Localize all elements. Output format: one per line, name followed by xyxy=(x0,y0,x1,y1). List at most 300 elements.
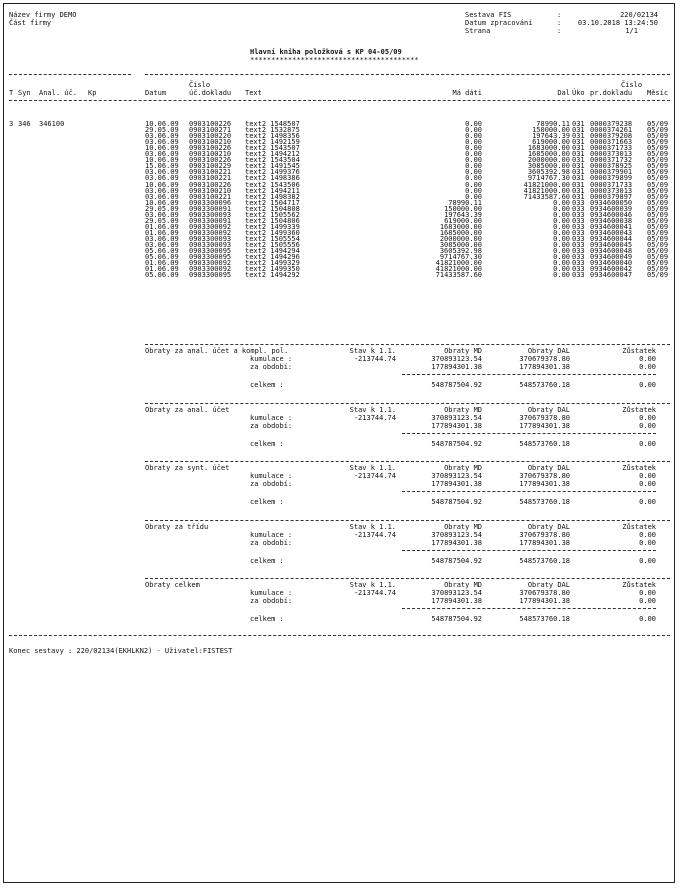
col-kp: Kp xyxy=(88,89,97,97)
summary-zustatek-header: Zůstatek xyxy=(622,581,656,589)
summary-kumulace-md: 370893123.54 xyxy=(431,472,482,480)
row-text: text2 1505562 xyxy=(245,210,300,219)
row-ma-dati: 0.00 xyxy=(465,168,482,177)
summary-top-rule xyxy=(145,578,670,579)
col-anal: Anal. úč. xyxy=(39,89,77,97)
summary-title: Obraty za třídu xyxy=(145,522,209,531)
summary-kumulace-label: kumulace : xyxy=(250,589,293,597)
summary-kumulace-dal: 370679378.80 xyxy=(519,355,570,363)
row-uko: 033 xyxy=(572,265,585,274)
row-pr-document: 0934600040 xyxy=(590,259,633,268)
row-date: 05.06.09 xyxy=(145,253,179,262)
row-month: 05/09 xyxy=(647,186,669,195)
summary-obdobi-zustatek: 0.00 xyxy=(639,421,656,430)
summary-celkem-md: 548787504.92 xyxy=(431,439,482,448)
row-date: 10.06.09 xyxy=(145,156,179,165)
col-t: T xyxy=(9,89,14,97)
row-text: text2 1494294 xyxy=(245,247,300,256)
row-dal: 150000.00 xyxy=(532,126,570,135)
row-pr-document: 0934600046 xyxy=(590,210,633,219)
summary-kumulace-dal: 370679378.80 xyxy=(519,589,570,597)
row-document-number: 0903300095 xyxy=(189,253,232,262)
row-uko: 033 xyxy=(572,210,585,219)
row-month: 05/09 xyxy=(647,162,669,171)
row-month: 05/09 xyxy=(647,247,669,256)
row-ma-dati: 0.00 xyxy=(465,156,482,165)
date-colon: : xyxy=(557,19,562,27)
summary-dal-header: Obraty DAL xyxy=(527,522,570,531)
summary-kumulace-zustatek: 0.00 xyxy=(639,530,656,539)
summary-zustatek-header: Zůstatek xyxy=(622,347,656,355)
row-uko: 033 xyxy=(572,241,585,249)
summary-obdobi-md: 177894301.38 xyxy=(431,597,482,605)
row-ma-dati: 0.00 xyxy=(465,162,482,171)
summary-stav-label: Stav k 1.1. xyxy=(349,464,396,472)
row-document-number: 0903100226 xyxy=(189,144,232,153)
row-dal: 0.00 xyxy=(553,210,570,219)
col-datum: Datum xyxy=(145,89,167,97)
row-month: 05/09 xyxy=(647,265,669,274)
row-pr-document: 0000373013 xyxy=(590,150,633,159)
row-uko: 033 xyxy=(572,216,585,225)
summary-title: Obraty za anal. účet a kompl. pol. xyxy=(145,347,289,355)
col-mesic: Měsíc xyxy=(647,89,669,97)
row-pr-document: 0000373013 xyxy=(590,186,633,195)
row-text: text2 1532875 xyxy=(245,126,300,135)
row-document-number: 0903300093 xyxy=(189,210,232,219)
summary-kumulace-md: 370893123.54 xyxy=(431,413,482,422)
col-uc-dokladu: úč.dokladu xyxy=(189,89,232,97)
row-dal: 0.00 xyxy=(553,265,570,274)
row-uko: 031 xyxy=(572,168,585,177)
row-dal: 71433587.60 xyxy=(523,192,570,201)
row-dal: 2000000.00 xyxy=(527,156,570,165)
summary-md-header: Obraty MD xyxy=(444,347,482,355)
row-text: text2 1499376 xyxy=(245,168,300,177)
row-pr-document: 0934600048 xyxy=(590,247,633,256)
row-ma-dati: 2000000.00 xyxy=(439,234,482,243)
summary-celkem-zustatek: 0.00 xyxy=(639,615,656,623)
col-pr-dokladu: pr.dokladu xyxy=(590,89,633,97)
firm-part: Část firmy xyxy=(9,19,52,27)
row-document-number: 0903100210 xyxy=(189,150,232,159)
report-title-underline: **************************************** xyxy=(250,56,419,64)
row-uko: 033 xyxy=(572,234,585,243)
row-text: text2 1504717 xyxy=(245,198,300,207)
row-date: 01.06.09 xyxy=(145,265,179,274)
col-dal: Dal xyxy=(557,89,570,97)
row-dal: 1685000.00 xyxy=(527,150,570,159)
report-footer: Konec sestavy : 220/02134(EKHLKN2) - Uživatel:FISTEST xyxy=(9,647,233,655)
summary-kumulace-md: 370893123.54 xyxy=(431,355,482,363)
summary-obdobi-dal: 177894301.38 xyxy=(519,421,570,430)
row-pr-document: 0934600049 xyxy=(590,253,633,262)
row-pr-document: 0000379238 xyxy=(590,120,633,128)
row-text: text2 1504808 xyxy=(245,204,300,213)
summary-obdobi-dal: 177894301.38 xyxy=(519,597,570,605)
row-date: 01.06.09 xyxy=(145,222,179,231)
summary-kumulace-label: kumulace : xyxy=(250,355,293,363)
summary-kumulace-zustatek: 0.00 xyxy=(639,355,656,363)
summary-kumulace-dal: 370679378.80 xyxy=(519,530,570,539)
summary-zustatek-header: Zůstatek xyxy=(622,522,656,531)
row-document-number: 0903100226 xyxy=(189,180,232,189)
row-date: 29.05.09 xyxy=(145,216,179,225)
row-document-number: 0903300095 xyxy=(189,247,232,256)
row-month: 05/09 xyxy=(647,222,669,231)
header-rule-right xyxy=(145,74,670,75)
row-month: 05/09 xyxy=(647,253,669,262)
summary-top-rule xyxy=(145,520,670,521)
row-document-number: 0903300095 xyxy=(189,271,232,280)
row-uko: 031 xyxy=(572,132,585,141)
row-document-number: 0903300093 xyxy=(189,241,232,249)
row-month: 05/09 xyxy=(647,138,669,147)
row-uko: 031 xyxy=(572,156,585,165)
row-uko: 031 xyxy=(572,162,585,171)
page-number: 1/1 xyxy=(625,27,638,35)
row-month: 05/09 xyxy=(647,259,669,268)
summary-obdobi-md: 177894301.38 xyxy=(431,538,482,547)
row-document-number: 0903100229 xyxy=(189,162,232,171)
row-date: 01.06.09 xyxy=(145,228,179,237)
summary-obdobi-dal: 177894301.38 xyxy=(519,538,570,547)
row-uko: 033 xyxy=(572,204,585,213)
row-month: 05/09 xyxy=(647,241,669,249)
row-dal: 0.00 xyxy=(553,247,570,256)
row-pr-document: 0934600045 xyxy=(590,241,633,249)
row-pr-document: 0934600041 xyxy=(590,222,633,231)
row-dal: 0.00 xyxy=(553,222,570,231)
col-text: Text xyxy=(245,89,262,97)
row-month: 05/09 xyxy=(647,174,669,183)
summary-stav-label: Stav k 1.1. xyxy=(349,522,396,531)
summary-obdobi-dal: 177894301.38 xyxy=(519,480,570,488)
summary-celkem-zustatek: 0.00 xyxy=(639,439,656,448)
row-uko: 033 xyxy=(572,247,585,256)
row-document-number: 0903300092 xyxy=(189,228,232,237)
processing-date: 03.10.2018 13:24:50 xyxy=(577,19,658,27)
row-month: 05/09 xyxy=(647,216,669,225)
row-ma-dati: 78990.11 xyxy=(448,198,482,207)
row-document-number: 0903100226 xyxy=(189,120,232,128)
summary-stav-value: -213744.74 xyxy=(353,589,396,597)
row-pr-document: 0000371733 xyxy=(590,144,633,153)
row-pr-document: 0000379897 xyxy=(590,192,633,201)
summary-celkem-zustatek: 0.00 xyxy=(639,556,656,565)
row-uko: 031 xyxy=(572,180,585,189)
row-document-number: 0903300092 xyxy=(189,259,232,268)
summary-kumulace-md: 370893123.54 xyxy=(431,530,482,539)
row-pr-document: 0934600039 xyxy=(590,204,633,213)
summary-dal-header: Obraty DAL xyxy=(527,347,570,355)
row-dal: 3605392.98 xyxy=(527,168,570,177)
row-text: text2 1505556 xyxy=(245,241,300,249)
row-document-number: 0903300092 xyxy=(189,222,232,231)
columns-rule xyxy=(9,100,670,101)
summary-obdobi-md: 177894301.38 xyxy=(431,363,482,371)
summary-title: Obraty celkem xyxy=(145,581,200,589)
row-document-number: 0903100221 xyxy=(189,174,232,183)
row-text: text2 1499360 xyxy=(245,228,300,237)
header-rule-left xyxy=(9,74,131,75)
summary-dal-header: Obraty DAL xyxy=(527,405,570,414)
row-ma-dati: 0.00 xyxy=(465,186,482,195)
row-text: text2 1504806 xyxy=(245,216,300,225)
row-dal: 0.00 xyxy=(553,271,570,280)
row-month: 05/09 xyxy=(647,228,669,237)
row-date: 03.06.09 xyxy=(145,192,179,201)
summary-celkem-zustatek: 0.00 xyxy=(639,498,656,506)
summary-celkem-md: 548787504.92 xyxy=(431,556,482,565)
summary-stav-label: Stav k 1.1. xyxy=(349,581,396,589)
row-text: text2 1498386 xyxy=(245,174,300,183)
page-label: Strana xyxy=(465,27,491,35)
row-text: text2 1494292 xyxy=(245,271,300,280)
date-label: Datum zpracování xyxy=(465,19,533,27)
summary-obdobi-label: za období: xyxy=(250,538,293,547)
summary-obdobi-zustatek: 0.00 xyxy=(639,480,656,488)
row-date: 29.05.09 xyxy=(145,126,179,135)
row-ma-dati: 0.00 xyxy=(465,132,482,141)
row-uko: 031 xyxy=(572,150,585,159)
summary-total-rule xyxy=(402,491,656,492)
row-ma-dati: 41821000.00 xyxy=(435,259,482,268)
summary-dal-header: Obraty DAL xyxy=(527,581,570,589)
summary-obdobi-label: za období: xyxy=(250,421,293,430)
col-ma-dati: Má dáti xyxy=(452,89,482,97)
row-month: 05/09 xyxy=(647,210,669,219)
row-uko: 033 xyxy=(572,228,585,237)
row-dal: 0.00 xyxy=(553,216,570,225)
row-month: 05/09 xyxy=(647,234,669,243)
summary-celkem-dal: 548573760.18 xyxy=(519,615,570,623)
summary-kumulace-label: kumulace : xyxy=(250,530,293,539)
row-uko: 031 xyxy=(572,126,585,135)
row-date: 15.06.09 xyxy=(145,162,179,171)
summary-md-header: Obraty MD xyxy=(444,464,482,472)
row-dal: 0.00 xyxy=(553,241,570,249)
row-ma-dati: 1685000.00 xyxy=(439,228,482,237)
summary-total-rule xyxy=(402,374,656,375)
row-ma-dati: 3085000.00 xyxy=(439,241,482,249)
row-date: 03.06.09 xyxy=(145,210,179,219)
col-cislo-pr-label: Číslo xyxy=(621,81,643,89)
row-month: 05/09 xyxy=(647,156,669,165)
row-pr-document: 0000371732 xyxy=(590,156,633,165)
summary-total-rule xyxy=(402,433,656,434)
row-document-number: 0903100221 xyxy=(189,192,232,201)
summary-celkem-label: celkem : xyxy=(250,556,284,565)
summary-celkem-label: celkem : xyxy=(250,615,284,623)
footer-rule xyxy=(9,635,670,636)
summary-stav-label: Stav k 1.1. xyxy=(349,347,396,355)
summary-obdobi-zustatek: 0.00 xyxy=(639,597,656,605)
account-anal: 346100 xyxy=(39,120,65,128)
row-dal: 3085000.00 xyxy=(527,162,570,171)
summary-kumulace-label: kumulace : xyxy=(250,472,293,480)
summary-md-header: Obraty MD xyxy=(444,581,482,589)
summary-kumulace-zustatek: 0.00 xyxy=(639,413,656,422)
row-document-number: 0903100271 xyxy=(189,126,232,135)
row-pr-document: 0934600042 xyxy=(590,265,633,274)
row-ma-dati: 0.00 xyxy=(465,192,482,201)
summary-zustatek-header: Zůstatek xyxy=(622,464,656,472)
summary-obdobi-zustatek: 0.00 xyxy=(639,538,656,547)
row-dal: 619000.00 xyxy=(532,138,570,147)
report-number: 220/02134 xyxy=(620,11,658,19)
row-text: text2 1499339 xyxy=(245,222,300,231)
row-date: 10.06.09 xyxy=(145,120,179,128)
report-title: Hlavní kniha položková s KP 04-05/09 xyxy=(250,48,402,56)
row-uko: 033 xyxy=(572,198,585,207)
row-date: 29.05.09 xyxy=(145,204,179,213)
summary-md-header: Obraty MD xyxy=(444,405,482,414)
row-uko: 031 xyxy=(572,174,585,183)
row-ma-dati: 0.00 xyxy=(465,120,482,128)
summary-title: Obraty za synt. účet xyxy=(145,464,230,472)
row-date: 03.06.09 xyxy=(145,150,179,159)
row-month: 05/09 xyxy=(647,271,669,280)
row-uko: 033 xyxy=(572,271,585,280)
summary-obdobi-label: za období: xyxy=(250,363,293,371)
row-document-number: 0903300092 xyxy=(189,265,232,274)
summary-celkem-dal: 548573760.18 xyxy=(519,498,570,506)
row-text: text2 1494296 xyxy=(245,253,300,262)
row-ma-dati: 9714767.30 xyxy=(439,253,482,262)
summary-stav-value: -213744.74 xyxy=(353,530,396,539)
row-document-number: 0903300093 xyxy=(189,234,232,243)
row-dal: 0.00 xyxy=(553,253,570,262)
row-ma-dati: 150000.00 xyxy=(444,204,482,213)
summary-celkem-md: 548787504.92 xyxy=(431,498,482,506)
row-date: 03.06.09 xyxy=(145,132,179,141)
row-ma-dati: 1683000.00 xyxy=(439,222,482,231)
row-ma-dati: 619000.00 xyxy=(444,216,482,225)
row-dal: 197643.39 xyxy=(532,132,570,141)
row-date: 03.06.09 xyxy=(145,138,179,147)
row-date: 03.06.09 xyxy=(145,174,179,183)
row-ma-dati: 0.00 xyxy=(465,174,482,183)
row-pr-document: 0000374261 xyxy=(590,126,633,135)
row-document-number: 0903300096 xyxy=(189,198,232,207)
row-text: text2 1492159 xyxy=(245,138,300,147)
row-dal: 0.00 xyxy=(553,259,570,268)
summary-stav-value: -213744.74 xyxy=(353,355,396,363)
row-date: 03.06.09 xyxy=(145,186,179,195)
summary-top-rule xyxy=(145,461,670,462)
row-pr-document: 0000379899 xyxy=(590,174,633,183)
summary-kumulace-dal: 370679378.80 xyxy=(519,413,570,422)
summary-celkem-label: celkem : xyxy=(250,498,284,506)
account-syn: 346 xyxy=(18,120,31,128)
row-document-number: 0903100221 xyxy=(189,168,232,177)
row-pr-document: 0934600044 xyxy=(590,234,633,243)
row-uko: 031 xyxy=(572,192,585,201)
row-dal: 0.00 xyxy=(553,234,570,243)
row-month: 05/09 xyxy=(647,132,669,141)
row-date: 10.06.09 xyxy=(145,144,179,153)
row-month: 05/09 xyxy=(647,192,669,201)
row-date: 10.06.09 xyxy=(145,198,179,207)
row-text: text2 1548507 xyxy=(245,120,300,128)
row-month: 05/09 xyxy=(647,120,669,128)
row-dal: 9714767.30 xyxy=(527,174,570,183)
summary-kumulace-zustatek: 0.00 xyxy=(639,472,656,480)
row-text: text2 1498356 xyxy=(245,132,300,141)
row-text: text2 1494211 xyxy=(245,186,300,195)
row-date: 03.06.09 xyxy=(145,241,179,249)
row-dal: 41821000.00 xyxy=(523,186,570,195)
row-date: 03.06.09 xyxy=(145,234,179,243)
row-uko: 033 xyxy=(572,259,585,268)
summary-top-rule xyxy=(145,403,670,404)
row-ma-dati: 0.00 xyxy=(465,180,482,189)
row-date: 05.06.09 xyxy=(145,271,179,280)
summary-obdobi-dal: 177894301.38 xyxy=(519,363,570,371)
summary-dal-header: Obraty DAL xyxy=(527,464,570,472)
col-uko: Úko xyxy=(572,89,585,97)
row-uko: 031 xyxy=(572,138,585,147)
row-uko: 031 xyxy=(572,144,585,153)
col-syn: Syn xyxy=(18,89,31,97)
row-document-number: 0903300091 xyxy=(189,204,232,213)
summary-obdobi-zustatek: 0.00 xyxy=(639,363,656,371)
row-document-number: 0903100226 xyxy=(189,156,232,165)
row-dal: 0.00 xyxy=(553,198,570,207)
summary-zustatek-header: Zůstatek xyxy=(622,405,656,414)
row-pr-document: 0934600047 xyxy=(590,271,633,280)
row-month: 05/09 xyxy=(647,204,669,213)
row-ma-dati: 41821000.00 xyxy=(435,265,482,274)
row-document-number: 0903100210 xyxy=(189,138,232,147)
row-pr-document: 0934600050 xyxy=(590,198,633,207)
summary-stav-value: -213744.74 xyxy=(353,472,396,480)
summary-md-header: Obraty MD xyxy=(444,522,482,531)
col-cislo-label: Číslo xyxy=(189,81,211,89)
summary-celkem-dal: 548573760.18 xyxy=(519,439,570,448)
row-month: 05/09 xyxy=(647,198,669,207)
row-text: text2 1499329 xyxy=(245,259,300,268)
row-document-number: 0903300091 xyxy=(189,216,232,225)
row-pr-document: 0000379208 xyxy=(590,132,633,141)
row-dal: 41821000.00 xyxy=(523,180,570,189)
row-date: 10.06.09 xyxy=(145,180,179,189)
summary-total-rule xyxy=(402,608,656,609)
summary-stav-label: Stav k 1.1. xyxy=(349,405,396,414)
row-date: 05.06.09 xyxy=(145,247,179,256)
row-ma-dati: 0.00 xyxy=(465,138,482,147)
summary-total-rule xyxy=(402,550,656,551)
row-pr-document: 0000371733 xyxy=(590,180,633,189)
report-colon: : xyxy=(557,11,562,19)
row-text: text2 1505554 xyxy=(245,234,300,243)
row-pr-document: 0000371663 xyxy=(590,138,633,147)
row-ma-dati: 3605392.98 xyxy=(439,247,482,256)
row-month: 05/09 xyxy=(647,126,669,135)
row-month: 05/09 xyxy=(647,180,669,189)
row-date: 01.06.09 xyxy=(145,259,179,268)
summary-kumulace-dal: 370679378.80 xyxy=(519,472,570,480)
row-ma-dati: 71433587.60 xyxy=(435,271,482,280)
row-document-number: 0903100210 xyxy=(189,186,232,195)
report-page xyxy=(3,3,675,883)
row-ma-dati: 0.00 xyxy=(465,126,482,135)
row-dal: 78990.11 xyxy=(536,120,570,128)
row-text: text2 1543504 xyxy=(245,156,300,165)
summary-stav-value: -213744.74 xyxy=(353,413,396,422)
row-document-number: 0903100220 xyxy=(189,132,232,141)
